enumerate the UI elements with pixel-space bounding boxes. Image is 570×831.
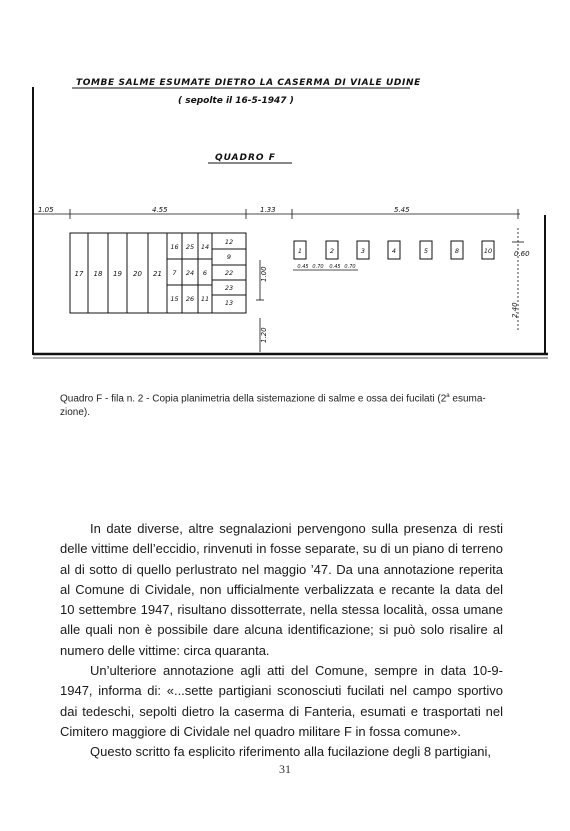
grave-number: 1	[297, 247, 303, 255]
spacing-labels	[297, 264, 355, 270]
grave-number: 10	[483, 247, 493, 255]
dim-block-label: 4.55	[152, 206, 168, 214]
spacing-label: 0.45	[329, 264, 341, 270]
single-grave	[420, 241, 432, 259]
single-grave	[357, 241, 369, 259]
caption-text: Quadro F - fila n. 2 - Copia planimetria della sistemazione di salme e ossa dei fucilati (2	[60, 393, 447, 405]
grave-cell-label: 7	[172, 269, 177, 277]
column-cell-labels	[225, 238, 233, 307]
drawing-subtitle: ( sepolte il 16-5-1947 )	[178, 96, 294, 106]
single-grave	[388, 241, 400, 259]
grave-cell-label: 14	[200, 243, 210, 251]
drawing-title: TOMBE SALME ESUMATE DIETRO LA CASERMA DI VIALE UDINE	[76, 78, 421, 88]
grave-cell-label: 20	[133, 270, 142, 278]
burial-plan-drawing	[0, 0, 570, 380]
page-number: 31	[279, 762, 291, 776]
grave-cell-label: 12	[224, 238, 234, 246]
caption-text-end: esuma-zione).	[60, 393, 486, 419]
dim-row-label: 5.45	[394, 206, 410, 214]
single-grave	[294, 241, 306, 259]
spacing-label: 0.70	[344, 264, 356, 270]
figure-caption	[60, 389, 500, 420]
single-graves-row	[294, 241, 494, 259]
grave-cell-label: 26	[185, 295, 195, 303]
grave-cell-label: 21	[153, 270, 162, 278]
dim-left-label: 1.05	[38, 206, 54, 214]
grave-cell-label: 19	[113, 270, 122, 278]
grave-number: 2	[329, 247, 335, 255]
paragraph: Questo scritto fa esplicito riferimento alla fucilazione degli 8 partigiani,	[90, 744, 492, 760]
grave-cell-label: 15	[170, 295, 179, 303]
spacing-label: 0.70	[312, 264, 324, 270]
dim-depth2-label: 1.20	[260, 327, 268, 343]
grave-cell-label: 16	[170, 243, 179, 251]
caption-superscript: a	[446, 393, 450, 399]
section-label: QUADRO F	[215, 153, 276, 163]
grave-cell-label: 24	[185, 269, 195, 277]
grave-cell-label: 25	[185, 243, 195, 251]
body-text	[60, 519, 503, 763]
single-grave	[451, 241, 463, 259]
single-grave	[326, 241, 338, 259]
grave-cell-label: 23	[224, 284, 234, 292]
grave-cell-label: 9	[226, 253, 232, 261]
grave-cell-label: 17	[74, 270, 84, 278]
grave-number: 3	[360, 247, 366, 255]
grave-number: 8	[454, 247, 460, 255]
paragraph: In date diverse, altre segnalazioni pervengono sulla presenza di resti delle vittime dell’eccidio, rinvenuti in fosse separate, su di un piano di terreno al di sotto di quello perlustrato nel maggio ’47. Da una annotazione reperita al Comune di Cividale, non ufficialmente verbalizzata e recante la data del 10 settembre 1947, risultano dissotterrate, nella stessa località, ossa umane alle quali non è possibile dare alcuna identificazione; si può solo risalire al numero delle vittime: circa quaranta.	[60, 521, 503, 658]
grave-cell-label: 18	[93, 270, 103, 278]
single-grave	[482, 241, 494, 259]
grave-cell-label: 22	[224, 269, 234, 277]
dim-right-label: 0.60	[514, 250, 530, 258]
paragraph: Un’ulteriore annotazione agli atti del Comune, sempre in data 10-9-1947, informa di: «...sette partigiani sconosciuti fucilati nel campo sportivo dai tedeschi, sepolti dietro la caserma di Fanteria, esumati e trasportati nel Cimitero maggiore di Cividale nel quadro militare F in fossa comune».	[60, 663, 503, 739]
grid-cell-labels	[170, 243, 209, 303]
grave-number: 4	[391, 247, 397, 255]
grave-number: 5	[423, 247, 429, 255]
grave-cell-label: 6	[202, 269, 208, 277]
grave-cell-label: 13	[224, 299, 234, 307]
dim-depth3-label: 2.40	[511, 302, 519, 318]
grave-cell-label: 11	[200, 295, 210, 303]
dim-gap-label: 1.33	[260, 206, 276, 214]
spacing-label: 0.45	[297, 264, 309, 270]
dim-depth1-label: 1.00	[260, 266, 268, 282]
